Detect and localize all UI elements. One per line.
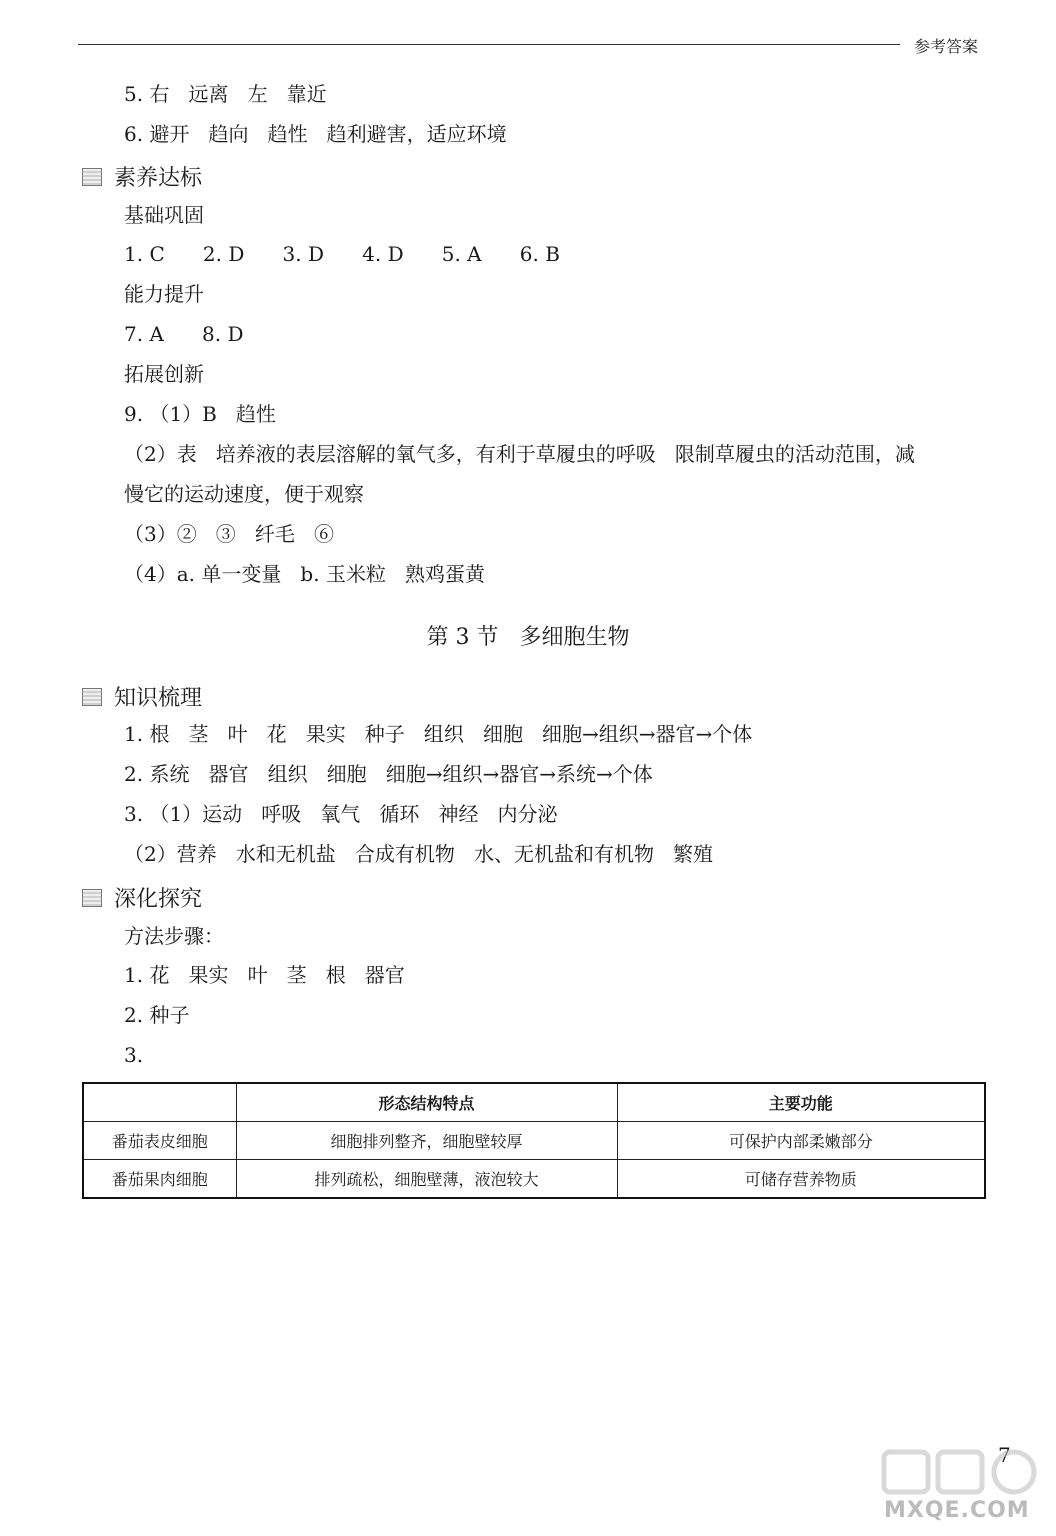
answer-line: 1. C 2. D 3. D 4. D 5. A 6. B: [124, 242, 560, 266]
section-title: 深化探究: [114, 887, 203, 912]
table-cell: 细胞排列整齐，细胞壁较厚: [236, 1122, 617, 1160]
answer-line: 6. 避开 趋向 趋性 趋利避害，适应环境: [124, 122, 507, 146]
section-square-icon: [82, 889, 102, 907]
table-cell: 排列疏松，细胞壁薄，液泡较大: [236, 1160, 617, 1199]
table-cell: 番茄表皮细胞: [83, 1122, 236, 1160]
header-label: 参考答案: [914, 37, 979, 56]
answer-line: （2）表 培养液的表层溶解的氧气多，有利于草履虫的呼吸 限制草履虫的活动范围，减: [124, 442, 915, 466]
answer-line: 2. 种子: [124, 1003, 190, 1027]
table-row: [83, 1160, 985, 1199]
section-square-icon: [82, 168, 102, 186]
table-row: [83, 1122, 985, 1160]
section-heading: [82, 681, 202, 712]
table-cell: 番茄果肉细胞: [83, 1160, 236, 1199]
table-header-cell: [83, 1083, 236, 1122]
table-header-cell: 形态结构特点: [236, 1083, 617, 1122]
watermark-text: MXQE.COM: [884, 1498, 1030, 1523]
answer-line: 9. （1）B 趋性: [124, 402, 276, 426]
answer-line: （3）② ③ 纤毛 ⑥: [124, 522, 334, 546]
answer-line: 5. 右 远离 左 靠近: [124, 82, 327, 106]
answer-line: 3. （1）运动 呼吸 氧气 循环 神经 内分泌: [124, 802, 558, 826]
answer-line: 7. A 8. D: [124, 322, 244, 346]
table-cell: 可保护内部柔嫩部分: [617, 1122, 985, 1160]
answer-line: 3.: [124, 1043, 144, 1067]
table-header-row: [83, 1083, 985, 1122]
subheading: 拓展创新: [124, 362, 204, 386]
answer-table: [82, 1082, 986, 1199]
answer-line: 1. 根 茎 叶 花 果实 种子 组织 细胞 细胞→组织→器官→个体: [124, 722, 753, 746]
answer-line: 慢它的运动速度，便于观察: [124, 482, 364, 506]
subheading: 能力提升: [124, 282, 204, 306]
table-header-cell: 主要功能: [617, 1083, 985, 1122]
answer-line: （2）营养 水和无机盐 合成有机物 水、无机盐和有机物 繁殖: [124, 842, 714, 866]
answer-line: 2. 系统 器官 组织 细胞 细胞→组织→器官→系统→个体: [124, 762, 653, 786]
table-cell: 可储存营养物质: [617, 1160, 985, 1199]
answer-line: 1. 花 果实 叶 茎 根 器官: [124, 963, 405, 987]
section-square-icon: [82, 688, 102, 706]
chapter-title: 第 3 节 多细胞生物: [426, 625, 630, 650]
page-number: 7: [998, 1443, 1011, 1467]
section-title: 素养达标: [114, 166, 203, 191]
subheading: 基础巩固: [124, 203, 204, 227]
section-heading: [82, 882, 202, 913]
section-heading: [82, 161, 202, 192]
answer-line: （4）a. 单一变量 b. 玉米粒 熟鸡蛋黄: [124, 562, 486, 586]
header-rule: [78, 44, 900, 45]
section-title: 知识梳理: [114, 686, 203, 711]
subheading: 方法步骤：: [124, 924, 224, 948]
